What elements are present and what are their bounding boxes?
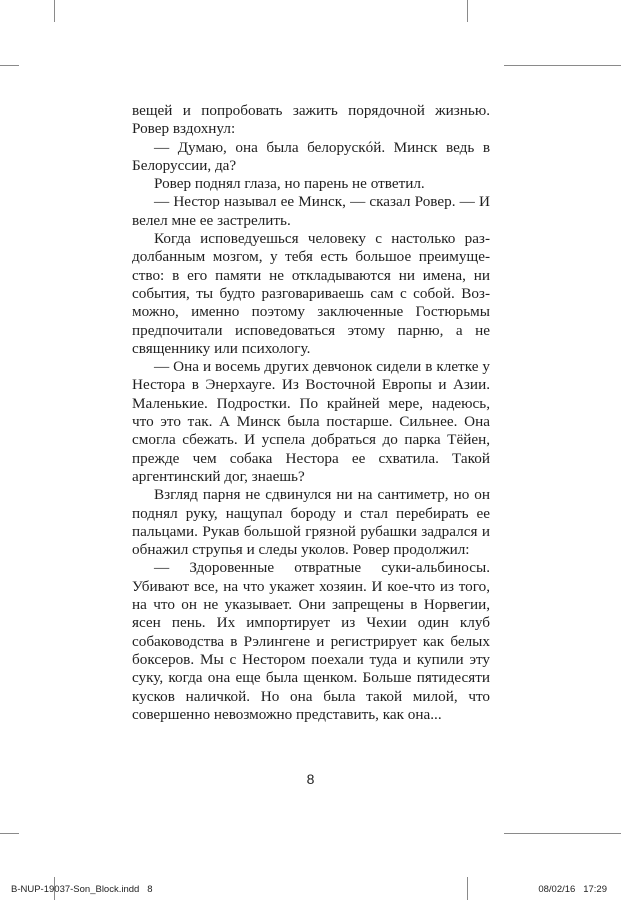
- paragraph: — Думаю, она была белорускóй. Минск ведь в Белоруссии, да?: [132, 138, 490, 174]
- crop-mark-top-left-vertical: [54, 0, 55, 22]
- paragraph: — Здоровенные отвратные суки-альбиносы. Убивают все, на что укажет хозяин. И кое-что из того, на что он не указывает. Они запрещены в Норвегии, ясен пень. Их импортирует из Чехии один клуб собаководства в Рэлингене и регистрирует как белых боксеров. Мы с Нестором поехали туда и купили эту суку, когда она еще была щенком. Больше пятидесяти кусков наличкой. Но она была такой милой, что совершенно невозможно представить, как она...: [132, 559, 490, 723]
- crop-mark-top-left-horizontal: [0, 65, 19, 66]
- paragraph: Когда исповедуешься человеку с настолько раздолбанным мозгом, у тебя есть большое преимущество: в его памяти не откладываются ни имена, ни события, ты будто разговариваешь сам с собой. Возможно, именно поэтому заключенные Гостюрьмы предпочитали исповедоваться этому парню, а не священнику или психологу.: [132, 230, 490, 357]
- paragraph: вещей и попробовать зажить порядочной жизнью. Ровер вздохнул:: [132, 102, 490, 138]
- paragraph: Взгляд парня не сдвинулся ни на сантиметр, но он поднял руку, нащупал бороду и стал перебирать ее пальцами. Рукав большой грязной рубашки задрался и обнажил струпья и следы уколов. Ровер продолжил:: [132, 486, 490, 559]
- crop-mark-bottom-right-vertical: [467, 877, 468, 900]
- paragraph: Ровер поднял глаза, но парень не ответил.: [154, 175, 425, 193]
- crop-mark-bottom-left-horizontal: [0, 833, 19, 834]
- page-number: 8: [306, 771, 315, 787]
- slug-datetime: 08/02/16 17:29: [538, 884, 607, 895]
- slug-filename: B-NUP-19037-Son_Block.indd 8: [11, 884, 153, 895]
- crop-mark-top-right-vertical: [467, 0, 468, 22]
- paragraph: — Она и восемь других девчонок сидели в клетке у Нестора в Энерхауге. Из Восточной Европы и Азии. Маленькие. Подростки. По крайней мере, надеюсь, что это так. А Минск была постарше. Сильнее. Она смогла сбежать. И успела добраться до парка Тёйен, прежде чем собака Нестора ее схватила. Такой аргентинский дог, знаешь?: [132, 358, 490, 485]
- body-text: [132, 102, 490, 724]
- crop-mark-top-right-horizontal: [504, 65, 621, 66]
- crop-mark-bottom-right-horizontal: [504, 833, 621, 834]
- paragraph: — Нестор называл ее Минск, — сказал Ровер. — И велел мне ее застрелить.: [132, 193, 490, 229]
